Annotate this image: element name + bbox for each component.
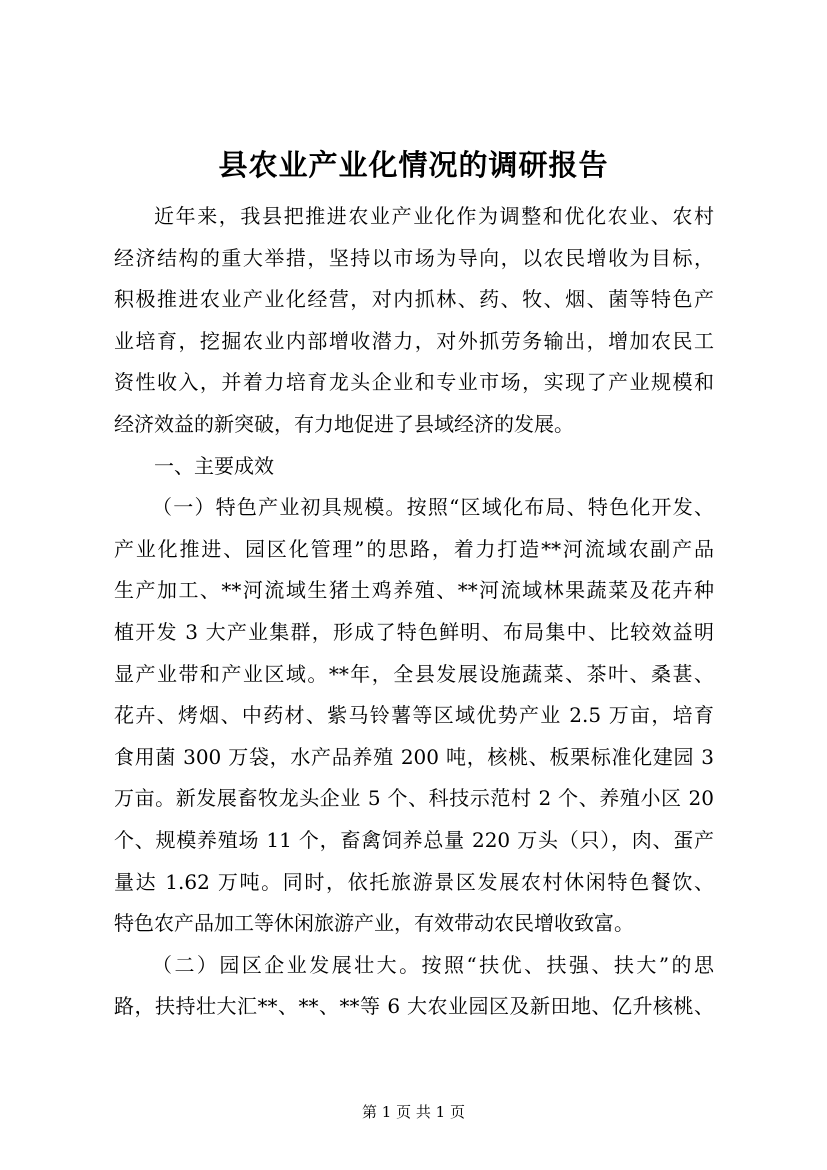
paragraph-line: 资性收入，并着力培育龙头企业和专业市场，实现了产业规模和 xyxy=(114,370,714,395)
paragraph-line: 植开发 3 大产业集群，形成了特色鲜明、布局集中、比较效益明 xyxy=(114,619,714,644)
paragraph-line: 业培育，挖掘农业内部增收潜力，对外抓劳务输出，增加农民工 xyxy=(114,328,714,353)
document-body xyxy=(114,196,714,1028)
section-heading: 一、主要成效 xyxy=(154,453,274,478)
paragraph-line: （一）特色产业初具规模。按照“区域化布局、特色化开发、 xyxy=(152,495,714,520)
paragraph-line: 经济结构的重大举措，坚持以市场为导向，以农民增收为目标， xyxy=(114,245,714,270)
paragraph-line: （二）园区企业发展壮大。按照“扶优、扶强、扶大”的思 xyxy=(152,952,714,977)
paragraph-line: 个、规模养殖场 11 个，畜禽饲养总量 220 万头（只），肉、蛋产 xyxy=(114,827,714,852)
document-title: 县农业产业化情况的调研报告 xyxy=(218,148,609,182)
paragraph-line: 经济效益的新突破，有力地促进了县域经济的发展。 xyxy=(114,411,574,436)
paragraph-line: 产业化推进、园区化管理”的思路，着力打造**河流域农副产品 xyxy=(114,536,714,561)
paragraph-line: 特色农产品加工等休闲旅游产业，有效带动农民增收致富。 xyxy=(114,911,634,936)
paragraph-line: 花卉、烤烟、中药材、紫马铃薯等区域优势产业 2.5 万亩，培育 xyxy=(114,703,714,728)
page-footer: 第 1 页 共 1 页 xyxy=(362,1103,465,1121)
paragraph-line: 生产加工、**河流域生猪土鸡养殖、**河流域林果蔬菜及花卉种 xyxy=(114,578,714,603)
paragraph-line: 食用菌 300 万袋，水产品养殖 200 吨，核桃、板栗标准化建园 3 xyxy=(114,744,714,769)
paragraph-line: 积极推进农业产业化经营，对内抓林、药、牧、烟、菌等特色产 xyxy=(114,287,714,312)
paragraph-line: 近年来，我县把推进农业产业化作为调整和优化农业、农村 xyxy=(154,204,714,228)
paragraph-line: 万亩。新发展畜牧龙头企业 5 个、科技示范村 2 个、养殖小区 20 xyxy=(114,786,714,811)
paragraph-line: 量达 1.62 万吨。同时，依托旅游景区发展农村休闲特色餐饮、 xyxy=(114,869,714,894)
paragraph-line: 显产业带和产业区域。**年，全县发展设施蔬菜、茶叶、桑葚、 xyxy=(114,661,714,686)
paragraph-line: 路，扶持壮大汇**、**、**等 6 大农业园区及新田地、亿升核桃、 xyxy=(114,994,714,1019)
